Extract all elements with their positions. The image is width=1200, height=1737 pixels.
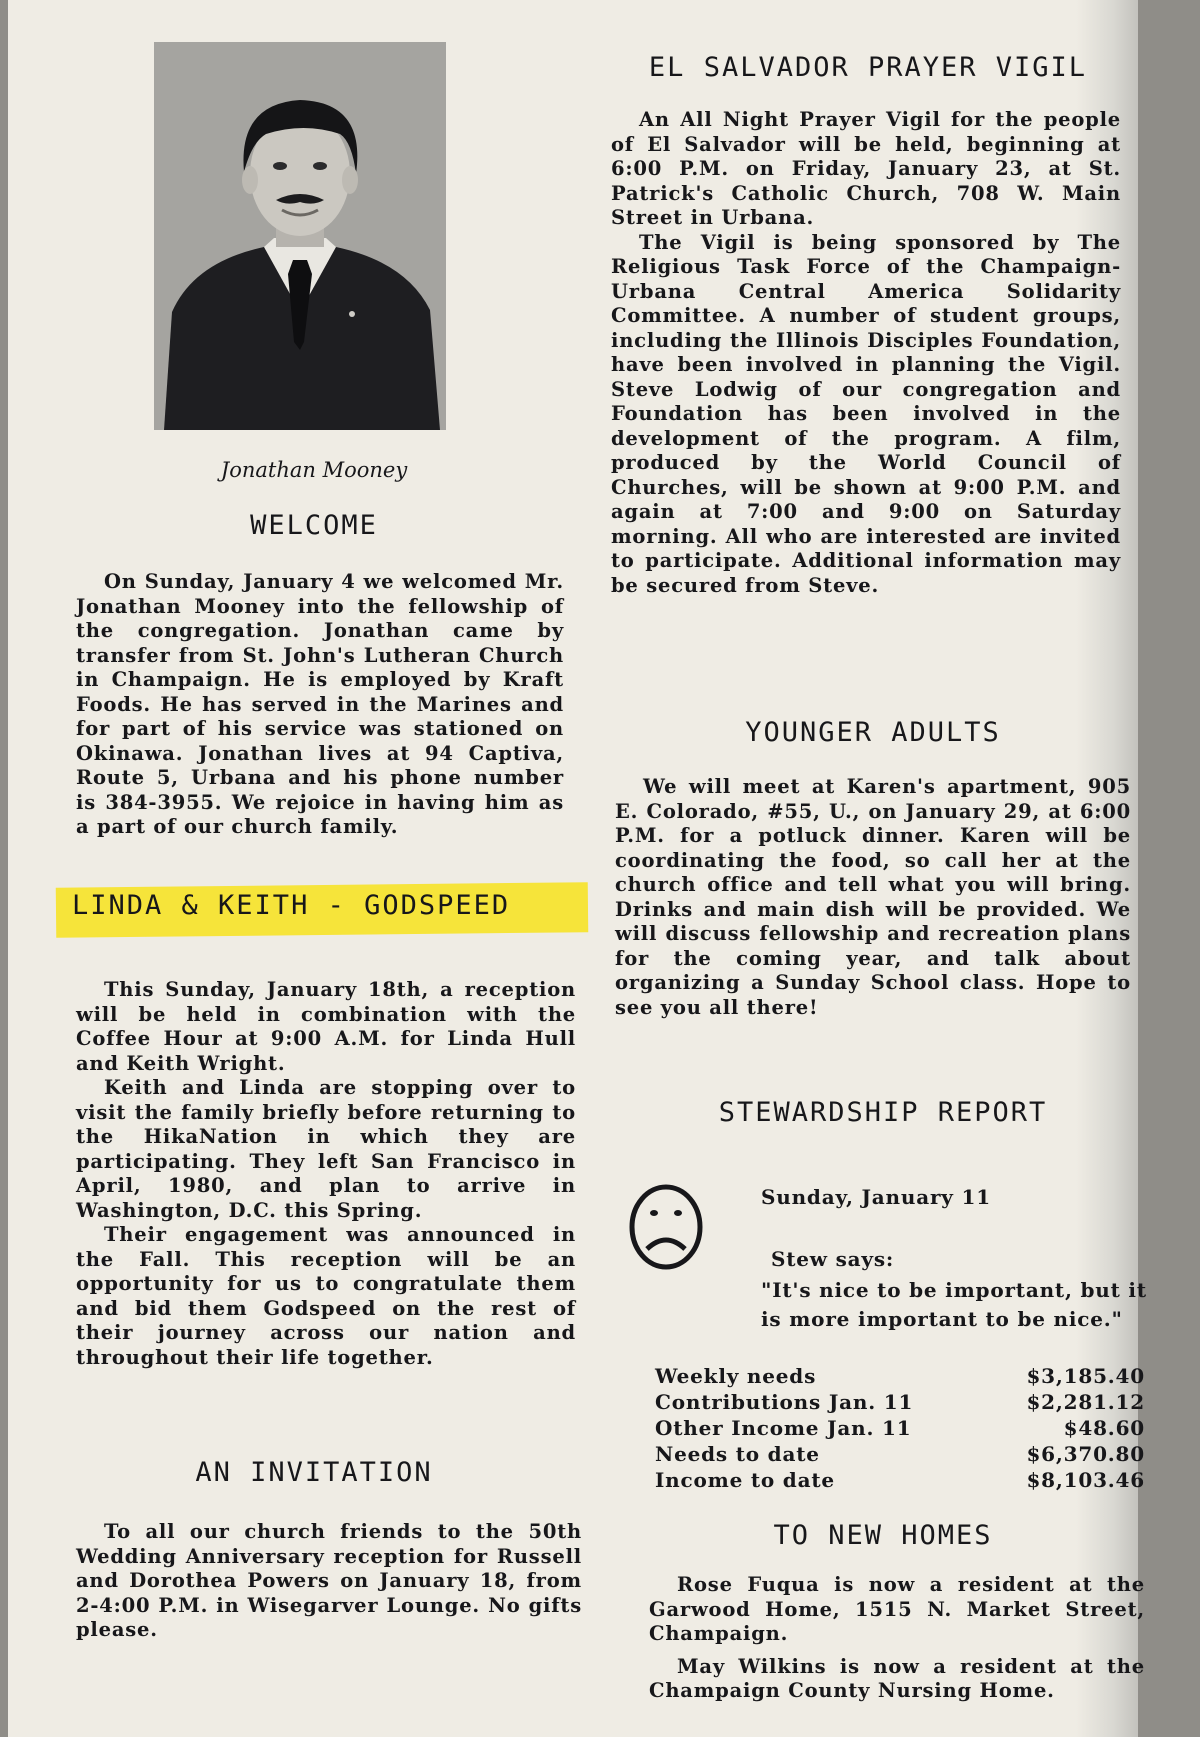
finance-amount: $3,185.40 — [1026, 1364, 1145, 1388]
new-homes-heading: TO NEW HOMES — [773, 1520, 993, 1551]
finance-amount: $48.60 — [1063, 1416, 1145, 1440]
finance-row — [655, 1467, 1145, 1493]
portrait-photo — [154, 42, 446, 430]
stewardship-heading: STEWARDSHIP REPORT — [718, 1097, 1048, 1128]
finance-amount: $2,281.12 — [1026, 1390, 1145, 1414]
newsletter-page — [8, 0, 1147, 1737]
welcome-paragraph: On Sunday, January 4 we welcomed Mr. Jonathan Mooney into the fellowship of the congregation. Jonathan came by transfer from St. John's Lutheran Church in Champaign. He is employed by Kraft Foods. He has served in the Marines and for part of his service was stationed on Okinawa. Jonathan lives at 94 Captiva, Route 5, Urbana and his phone number is 384-3955. We rejoice in having him as a part of our church family. — [76, 570, 564, 838]
vigil-paragraph-1: An All Night Prayer Vigil for the people of El Salvador will be held, beginning at 6:00 P.M. on Friday, January 23, at St. Patrick's Catholic Church, 708 W. Main Street in Urbana. — [611, 108, 1121, 229]
invitation-heading: AN INVITATION — [195, 1457, 433, 1488]
photo-caption: Jonathan Mooney — [220, 458, 408, 482]
welcome-heading: WELCOME — [250, 510, 378, 541]
finance-label: Contributions Jan. 11 — [655, 1390, 914, 1414]
invitation-article — [76, 1520, 582, 1643]
godspeed-article — [76, 978, 576, 1370]
invitation-paragraph: To all our church friends to the 50th Wedding Anniversary reception for Russell and Dorothea Powers on January 18, from 2-4:00 P.M. in Wisegarver Lounge. No gifts please. — [76, 1520, 582, 1641]
finance-amount: $8,103.46 — [1026, 1468, 1145, 1492]
finance-row — [655, 1415, 1145, 1441]
new-homes-paragraph-1: Rose Fuqua is now a resident at the Garwood Home, 1515 N. Market Street, Champaign. — [649, 1573, 1145, 1645]
finance-row — [655, 1389, 1145, 1415]
vigil-heading: EL SALVADOR PRAYER VIGIL — [648, 52, 1088, 83]
stewardship-date: Sunday, January 11 — [761, 1185, 991, 1209]
portrait-illustration — [154, 42, 446, 430]
vigil-article — [611, 108, 1121, 598]
finance-label: Weekly needs — [655, 1364, 817, 1388]
stew-says-label: Stew says: — [771, 1247, 895, 1271]
stewardship-quote: "It's nice to be important, but it is more important to be nice." — [761, 1278, 1147, 1331]
finance-row — [655, 1441, 1145, 1467]
younger-adults-article — [615, 775, 1131, 1020]
godspeed-paragraph-2: Keith and Linda are stopping over to visit the family briefly before returning to the HikaNation in which they are participating. They left San Francisco in April, 1980, and plan to arrive in Washington, D.C. this Spring. — [76, 1076, 576, 1222]
frowning-face-icon — [627, 1183, 705, 1271]
godspeed-paragraph-3: Their engagement was announced in the Fall. This reception will be an opportunity for us to congratulate them and bid them Godspeed on the rest of their journey across our nation and throughout their life together. — [76, 1223, 576, 1369]
finance-label: Other Income Jan. 11 — [655, 1416, 912, 1440]
finance-label: Income to date — [655, 1468, 835, 1492]
stewardship-table — [655, 1363, 1145, 1493]
younger-adults-paragraph: We will meet at Karen's apartment, 905 E. Colorado, #55, U., on January 29, at 6:00 P.M. for a potluck dinner. Karen will be coordinating the food, so call her at the church office and tell what you will bring. Drinks and main dish will be provided. We will discuss fellowship and recreation plans for the coming year, and talk about organizing a Sunday School class. Hope to see you all there! — [615, 775, 1131, 1019]
godspeed-heading: LINDA & KEITH - GODSPEED — [72, 890, 511, 921]
finance-amount: $6,370.80 — [1026, 1442, 1145, 1466]
finance-row — [655, 1363, 1145, 1389]
new-homes-article — [649, 1573, 1145, 1704]
vigil-paragraph-2: The Vigil is being sponsored by The Religious Task Force of the Champaign-Urbana Central America Solidarity Committee. A number of student groups, including the Illinois Disciples Foundation, have been involved in planning the Vigil. Steve Lodwig of our congregation and Foundation has been involved in the development of the program. A film, produced by the World Council of Churches, will be shown at 9:00 P.M. and again at 7:00 and 9:00 on Saturday morning. All who are interested are invited to participate. Additional information may be secured from Steve. — [611, 230, 1121, 597]
younger-adults-heading: YOUNGER ADULTS — [745, 717, 1001, 748]
new-homes-paragraph-2: May Wilkins is now a resident at the Champaign County Nursing Home. — [649, 1654, 1145, 1702]
welcome-article — [76, 570, 564, 840]
godspeed-paragraph-1: This Sunday, January 18th, a reception will be held in combination with the Coffee Hour at 9:00 A.M. for Linda Hull and Keith Wright. — [76, 978, 576, 1075]
finance-label: Needs to date — [655, 1442, 820, 1466]
